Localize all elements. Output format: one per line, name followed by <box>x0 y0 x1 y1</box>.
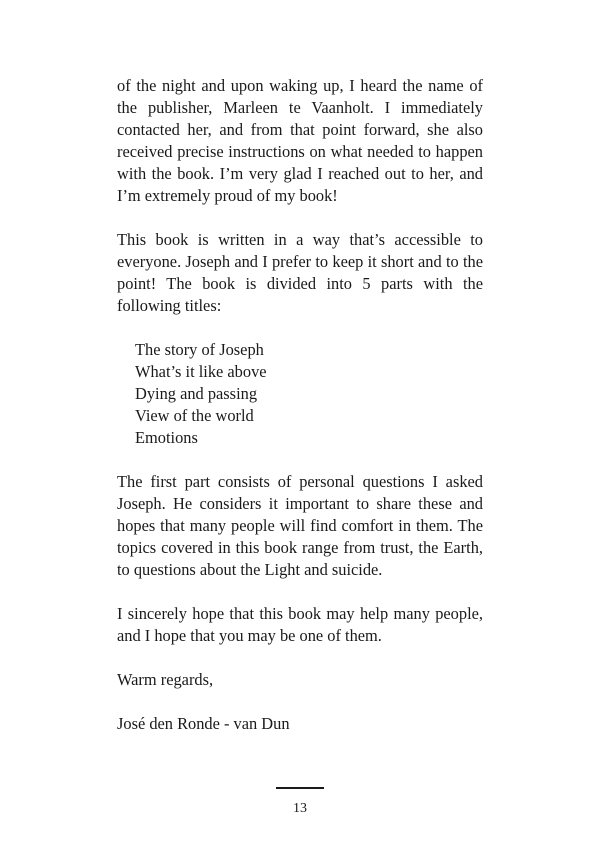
page-body <box>117 75 483 757</box>
paragraph-accessibility: This book is written in a way that’s accessible to everyone. Joseph and I prefer to keep it short and to the point! The book is divided into 5 parts with the following titles: <box>117 230 483 315</box>
paragraph-first-part: The first part consists of personal questions I asked Joseph. He considers it important to share these and hopes that many people will find comfort in them. The topics covered in this book range from trust, the Earth, to questions about the Light and suicide. <box>117 472 483 579</box>
list-item: Emotions <box>135 428 198 447</box>
paragraph-hope: I sincerely hope that this book may help many people, and I hope that you may be one of them. <box>117 604 483 645</box>
footer-divider <box>276 787 324 789</box>
list-item: The story of Joseph <box>135 340 264 359</box>
closing-line: Warm regards, <box>117 670 214 689</box>
list-item: What’s it like above <box>135 362 267 381</box>
signature: José den Ronde - van Dun <box>117 714 290 733</box>
list-item: Dying and passing <box>135 384 258 403</box>
parts-list <box>135 339 483 449</box>
list-item: View of the world <box>135 406 254 425</box>
paragraph-publisher: of the night and upon waking up, I heard the name of the publisher, Marleen te Vaanholt. I immediately contacted her, and from that point forward, she also received precise instructions on what needed to happen with the book. I’m very glad I reached out to her, and I’m extremely proud of my book! <box>117 76 483 205</box>
page-number: 13 <box>293 801 307 816</box>
